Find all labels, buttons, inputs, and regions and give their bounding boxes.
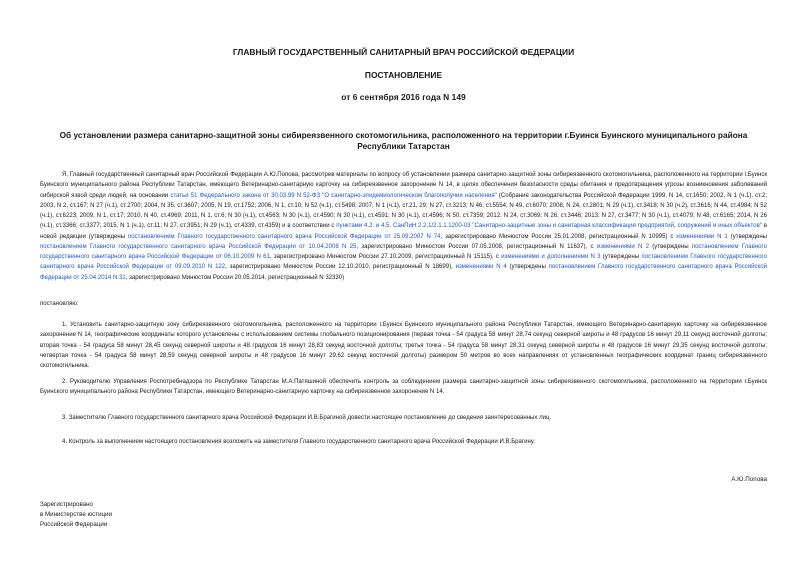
amendments-2-link[interactable]: изменениями N 2 xyxy=(596,243,650,250)
preamble-text: (утверждены xyxy=(506,264,549,271)
preamble-paragraph xyxy=(40,170,767,283)
amendments-1-link[interactable]: изменениями N 1 xyxy=(676,233,728,240)
resolution-74-link[interactable]: постановлением Главного государственного санитарного врача Российской Федерации от 25.09.2007 N 74 xyxy=(127,233,441,240)
preamble-text: в новой редакции (утверждены xyxy=(40,223,767,240)
registration-line: Российской Федерации xyxy=(40,521,108,528)
resolution-122-link[interactable]: постановлением Главного государственного санитарного врача Российской Федерации от 09.09.2010 N 122 xyxy=(40,254,767,271)
amendments-3-link[interactable]: изменениями и дополнениями N 3 xyxy=(501,254,601,260)
preamble-text: (Собрание законодательства Российской Федерации 1999, N 14, ст.1650; 2002, N 1 (ч.1), ст.2; 2003, N 2, ст.167; N 27 (ч.1), ст.2700; 2004, N 35, ст.3607; 2005, N 19, ст.1752; 2006, N 1, ст.10; N 52 (ч.1), ст.5498; 2007, N 1 (ч.1), ст.21, 29; N 27, ст.3213; N 46, ст.5554; N 49, ст.6070; 2008, N 24, ст.2801; N 29 (ч.1), ст.3418; N 30 (ч.2), ст.3616; N 44, ст.4984; N 52 (ч.1), ст.6223; 2009, N 1, ст.17; 2010, N 40, ст.4969; 2011, N 1, ст.6; N 30 (ч.1), ст.4563; N 30 (ч.1), ст.4590; N 30 (ч.1), ст.4591; N 30 (ч.1), ст.4596; N 50, ст.7359; 2012, N 24, ст.3069; N 26, ст.3446; 2013, N 27, ст.3477; N 30 (ч.1), ст.4079; N 48, ст.6165; 2014, N 26 (ч.1), ст.3366; ст.3377; 2015, N 1 (ч.1), ст.11; N 27, ст.3951; N 29 (ч.1), ст.4339, ст.4359) и в соответствии с xyxy=(40,192,767,230)
resolution-61-link[interactable]: постановлением Главного государственного санитарного врача Российской Федерации от 06.10.2009 N 61 xyxy=(40,243,767,260)
resolution-31-link[interactable]: постановлением Главного государственного санитарного врача Российской Федерации от 25.04.2014 N 31 xyxy=(40,264,767,281)
amendments-4-link[interactable]: изменениями N 4 xyxy=(455,264,507,271)
registration-note xyxy=(40,500,112,530)
preamble-text: (утверждены xyxy=(600,254,642,260)
document-title: Об установлении размера санитарно-защитной зоны сибиреязвенного скотомогильника, расположенного на территории г.Буинск Буинского муниципального района Республики Татарстан xyxy=(59,130,748,151)
preamble-text: , зарегистрировано Минюстом России 25.01.2008, регистрационный N 10995) с xyxy=(440,233,677,240)
signatory-name: А.Ю.Попова xyxy=(731,476,767,483)
decree-item-1: 1. Установить санитарно-защитную зону сибиреязвенного скотомогильника, расположенного на территории г.Буинск Буинского муниципального района Республики Татарстан, имеющего Ветеринарно-санитарную карточку на сибиреязвенное захоронение N 14, географические координаты которого установлены с использованием системы глобального позиционирования (первая точка - 54 градуса 58 минут 28,74 секунд северной широты и 48 градусов 16 минут 29,11 секунд восточной долготы; вторая точка - 54 градуса 58 минут 28,45 секунд северной широты и 48 градусов 16 минут 28,83 секунд восточной долготы; третья точка - 54 градуса 58 минут 28,31 секунд северной широты и 48 градусов 16 минут 29,35 секунд восточной долготы; четвертая точка - 54 градуса 58 минут 28,59 секунд северной широты и 48 градусов 16 минут 29,62 секунд восточной долготы) размером 50 метров во всех направлениях от установленных географических координат границ сибиреязвенного скотомогильника. xyxy=(40,322,767,369)
sanpin-link[interactable]: пунктами 4.2. и 4.5. СанПиН 2.2.1/2.1.1.1200-03 "Санитарно-защитные зоны и санитарная классификация предприятий, сооружений и иных объектов" xyxy=(336,223,762,230)
preamble-text: , зарегистрировано Минюстом России 12.10.2010, регистрационный N 18699), xyxy=(225,264,456,271)
decree-item-4: 4. Контроль за выполнением настоящего постановления возложить на заместителя Главного государственного санитарного врача Российской Федерации И.В.Брагину. xyxy=(62,439,535,445)
preamble-text: (утверждены xyxy=(727,233,768,240)
decree-item-3: 3. Заместителю Главного государственного санитарного врача Российской Федерации И.В.Брагиной довести настоящее постановление до сведения заинтересованных лиц. xyxy=(62,415,552,421)
authority-heading: ГЛАВНЫЙ ГОСУДАРСТВЕННЫЙ САНИТАРНЫЙ ВРАЧ РОССИЙСКОЙ ФЕДЕРАЦИИ xyxy=(232,47,575,57)
decree-item-2: 2. Руководителю Управления Роспотребнадзора по Республике Татарстан М.А.Патяшиной обеспечить контроль за соблюдением размера санитарно-защитной зоны сибиреязвенного скотомогильника, расположенного на территории г.Буинск Буинского муниципального района Республики Татарстан, имеющего Ветеринарно-санитарную карточку на сибиреязвенное захоронение N 14. xyxy=(40,379,767,396)
decree-word: постановляю: xyxy=(40,301,79,307)
date-number-heading: от 6 сентября 2016 года N 149 xyxy=(341,92,466,102)
registration-line: в Министерстве юстиции xyxy=(40,511,113,518)
preamble-text: Я, Главный государственный санитарный врач Российской Федерации А.Ю.Попова, рассмотрев материалы по вопросу об установлении размера санитарно-защитной зоны сибиреязвенного скотомогильника, расположенного на территории г.Буинск Буинского муниципального района Республики Татарстан, имеющего Ветеринарно-санитарную карточку на сибиреязвенное захоронение N 14, в целях обеспечения безопасности среды обитания и предотвращения угрозы возникновения заболеваний сибирской язвой среди людей, на основании xyxy=(40,172,767,199)
preamble-text: , зарегистрировано Минюстом России 07.05.2008, регистрационный N 11637), с xyxy=(356,243,597,250)
document-type-heading: ПОСТАНОВЛЕНИЕ xyxy=(364,70,443,80)
resolution-25-link[interactable]: постановлением Главного государственного санитарного врача Российской Федерации от 10.04.2008 N 25 xyxy=(40,243,357,250)
registration-line: Зарегистрировано xyxy=(40,501,93,508)
law-article-link[interactable]: статьи 51 Федерального закона от 30.03.99 N 52-ФЗ "О санитарно-эпидемиологическом благополучии населения" xyxy=(170,192,497,199)
preamble-text: , зарегистрировано Минюстом России 20.05.2014, регистрационный N 32330) xyxy=(125,274,345,281)
preamble-text: (утверждены xyxy=(649,243,692,250)
preamble-text: , зарегистрировано Минюстом России 27.10.2009, регистрационный N 15115), с xyxy=(269,254,502,260)
